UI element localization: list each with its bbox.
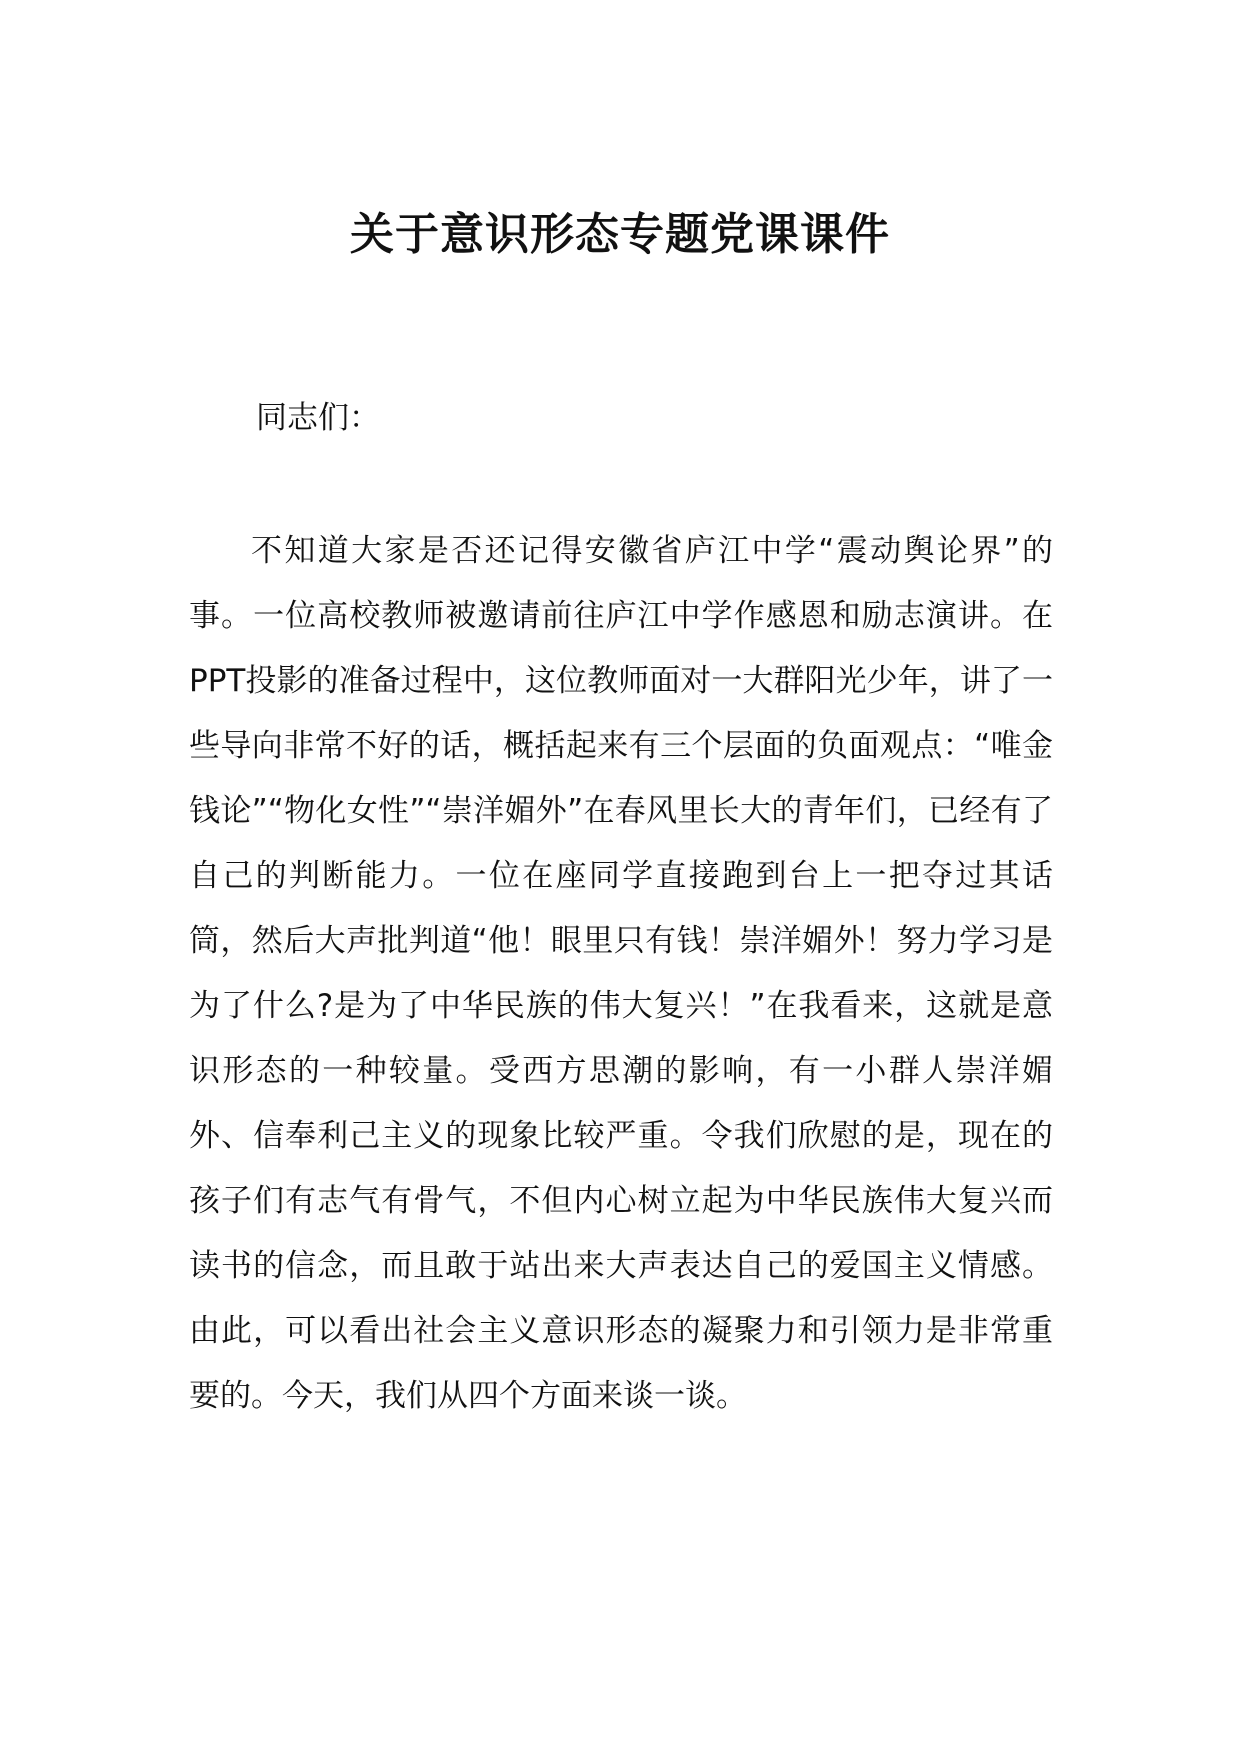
document-title: 关于意识形态专题党课课件 [350, 209, 890, 260]
body-paragraph: 不知道大家是否还记得安徽省庐江中学“震动舆论界”的事。一位高校教师被邀请前往庐江中学作感恩和励志演讲。在PPT投影的准备过程中，这位教师面对一大群阳光少年，讲了一些导向非常不好的话，概括起来有三个层面的负面观点：“唯金钱论”“物化女性”“崇洋媚外”在春风里长大的青年们，已经有了自己的判断能力。一位在座同学直接跑到台上一把夺过其话筒，然后大声批判道“他！眼里只有钱！崇洋媚外！努力学习是为了什么?是为了中华民族的伟大复兴！”在我看来，这就是意识形态的一种较量。受西方思潮的影响，有一小群人崇洋媚外、信奉利己主义的现象比较严重。令我们欣慰的是，现在的孩子们有志气有骨气，不但内心树立起为中华民族伟大复兴而读书的信念，而且敢于站出来大声表达自己的爱国主义情感。由此，可以看出社会主义意识形态的凝聚力和引领力是非常重要的。今天，我们从四个方面来谈一谈。 [189, 533, 1053, 1414]
salutation: 同志们： [256, 400, 380, 436]
